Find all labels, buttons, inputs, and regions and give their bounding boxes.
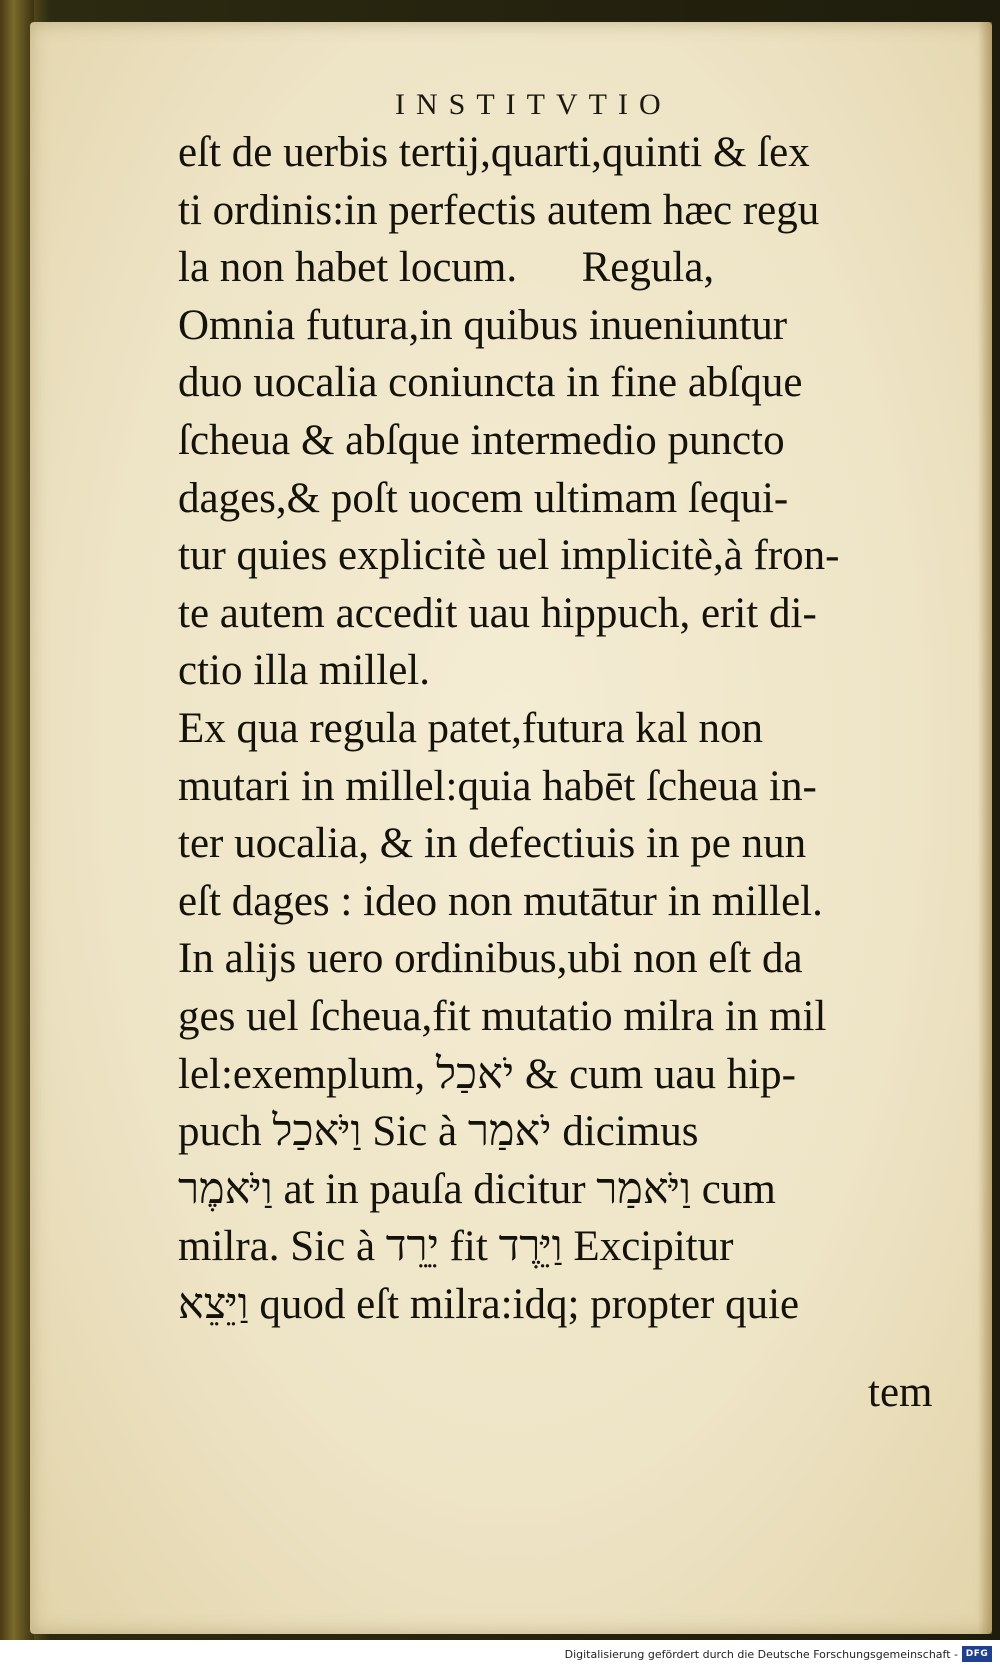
text-line: וַיֵּצֵא quod eſt milra:idq; propter quie — [178, 1280, 800, 1328]
dfg-logo: DFG — [962, 1646, 992, 1662]
page-fore-edge — [978, 22, 992, 1634]
footer-bar — [0, 1640, 1000, 1670]
text-block — [178, 124, 938, 1333]
text-line: dages,& poſt uocem ultimam ſequi- — [178, 474, 789, 522]
catchword: tem — [868, 1369, 933, 1416]
text-line: la non habet locum. Regula, — [178, 244, 715, 292]
text-line: duo uocalia coniuncta in fine abſque — [178, 359, 803, 407]
text-line: puch וַיֹּאכַל Sic à יֹאמַר dicimus — [178, 1108, 699, 1156]
text-line: In alijs uero ordinibus,ubi non eſt da — [178, 935, 803, 983]
text-line: mutari in millel:quia habēt ſcheua in- — [178, 762, 817, 810]
text-line: Ex qua regula patet,futura kal non — [178, 704, 764, 752]
text-line: tur quies explicitè uel implicitè,à fron- — [178, 532, 840, 580]
text-line: Omnia futura,in quibus inueniuntur — [178, 301, 788, 349]
text-line: ter uocalia, & in defectiuis in pe nun — [178, 820, 807, 868]
text-line: eſt dages : ideo non mutātur in millel. — [178, 877, 823, 925]
text-line: eſt de uerbis tertij,quarti,quinti & ſex — [178, 129, 810, 176]
text-line: te autem accedit uau hippuch, erit di- — [178, 589, 817, 637]
text-line: ctio illa millel. — [178, 647, 430, 695]
footer-credit: Digitalisierung gefördert durch die Deutsche Forschungsgemeinschaft - — [564, 1648, 958, 1661]
text-line: ſcheua & abſque intermedio puncto — [178, 416, 785, 464]
text-line: ti ordinis:in perfectis autem hæc regu — [178, 186, 820, 234]
running-head: INSTITVTIO — [395, 88, 672, 121]
text-line: ges uel ſcheua,fit mutatio milra in mil — [178, 992, 827, 1040]
text-line: milra. Sic à יֵרֵד fit וַיֵּרֶד Excipitur — [178, 1223, 734, 1271]
text-line: וַיֹּאמֶר at in pauſa dicitur וַיֹּאמַר cum — [178, 1165, 776, 1213]
book-spine — [0, 0, 34, 1640]
text-line: lel:exemplum, יֹאכַל & cum uau hip- — [178, 1050, 796, 1098]
